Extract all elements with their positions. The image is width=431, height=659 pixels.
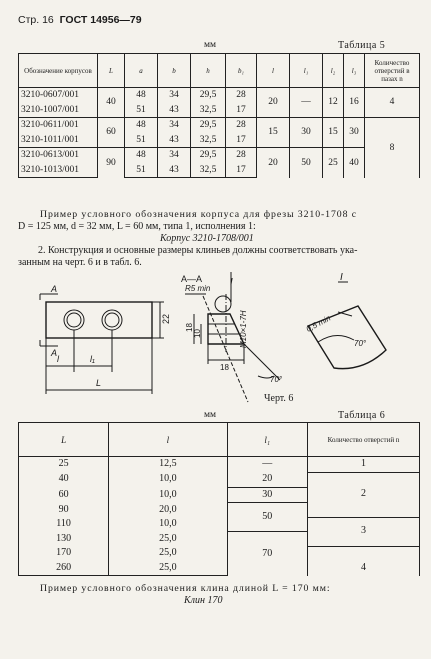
table6-col-l1: l₁	[227, 423, 307, 457]
page-number: Стр. 16	[18, 14, 54, 26]
table5-col-l2: l₂	[323, 54, 344, 88]
b-cell: 34	[158, 148, 191, 163]
n-cell: 2	[307, 472, 419, 517]
L-cell: 110	[19, 517, 109, 532]
table5-col-h: h	[191, 54, 226, 88]
section-arrow-bottom: А	[51, 348, 58, 358]
a-cell: 48	[125, 118, 158, 133]
table5	[18, 53, 420, 178]
table-row	[19, 457, 420, 473]
l1-cell: —	[290, 88, 323, 118]
example2-line1: Пример условного обозначения клина длиной L = 170 мм:	[40, 583, 331, 594]
table-row	[19, 88, 420, 103]
table5-col-n: Количество отверстий в пазах n	[365, 54, 420, 88]
h-cell: 32,5	[191, 163, 226, 178]
table5-header-row	[19, 54, 420, 88]
table6-header-row	[19, 423, 420, 457]
b1-cell: 17	[226, 133, 257, 148]
table-row	[19, 472, 420, 487]
table6	[18, 422, 420, 576]
l3-cell: 30	[344, 118, 365, 148]
table5-caption: Таблица 5	[338, 40, 386, 51]
designation-cell: 3210-0611/001	[19, 118, 98, 133]
l3-cell: 40	[344, 148, 365, 178]
l-cell: 12,5	[109, 457, 227, 473]
detail-mark-right: I	[340, 272, 343, 283]
n-cell: 8	[365, 118, 420, 178]
table-row	[19, 546, 420, 561]
a-cell: 48	[125, 148, 158, 163]
radius-label: R5 min	[185, 284, 211, 293]
L-cell: 40	[19, 472, 109, 487]
table5-col-b1: b₁	[226, 54, 257, 88]
b1-cell: 28	[226, 88, 257, 103]
example1-designation: Корпус 3210-1708/001	[160, 233, 254, 244]
L-cell: 130	[19, 532, 109, 547]
angle-70: 70°	[270, 375, 283, 384]
a-cell: 51	[125, 163, 158, 178]
n-cell: 3	[307, 517, 419, 546]
a-cell: 48	[125, 88, 158, 103]
section-label: А—А	[181, 274, 203, 284]
b-cell: 43	[158, 103, 191, 118]
designation-cell: 3210-1007/001	[19, 103, 98, 118]
example1-line1: Пример условного обозначения корпуса для фрезы 3210-1708 с	[40, 209, 357, 220]
table5-col-a: a	[125, 54, 158, 88]
l-cell: 25,0	[109, 546, 227, 561]
l-cell: 20	[257, 88, 290, 118]
para2-line1: 2. Конструкция и основные размеры клиньев должны соответствовать ука-	[38, 245, 358, 256]
table5-col-b: b	[158, 54, 191, 88]
table-row	[19, 517, 420, 532]
table6-col-l: l	[109, 423, 227, 457]
designation-cell: 3210-1011/001	[19, 133, 98, 148]
l1-cell: 50	[227, 503, 307, 532]
l1-cell: 30	[290, 118, 323, 148]
table5-col-l3: l₃	[344, 54, 365, 88]
L-cell: 40	[98, 88, 125, 118]
b-cell: 34	[158, 118, 191, 133]
b1-cell: 17	[226, 163, 257, 178]
table-row	[19, 118, 420, 133]
detail-mark: I	[230, 277, 233, 288]
h-cell: 29,5	[191, 88, 226, 103]
angle-70-detail: 70°	[354, 339, 367, 348]
page-header	[18, 14, 142, 26]
l1-cell: 70	[227, 532, 307, 576]
designation-cell: 3210-0607/001	[19, 88, 98, 103]
a-cell: 51	[125, 103, 158, 118]
dim-18-vertical: 18	[185, 323, 194, 332]
table6-caption: Таблица 6	[338, 410, 386, 421]
h-cell: 32,5	[191, 103, 226, 118]
l-cell: 25,0	[109, 532, 227, 547]
l-cell: 15	[257, 118, 290, 148]
para2-line2: занным на черт. 6 и в табл. 6.	[18, 257, 142, 268]
dim-10: 10	[193, 329, 202, 338]
table5-unit: мм	[204, 40, 217, 50]
dim-l1-label: l₁	[90, 354, 95, 364]
h-cell: 32,5	[191, 133, 226, 148]
L-cell: 60	[98, 118, 125, 148]
l2-cell: 15	[323, 118, 344, 148]
section-arrow-top: А	[51, 284, 58, 294]
L-cell: 60	[19, 487, 109, 503]
L-cell: 90	[19, 503, 109, 518]
L-cell: 170	[19, 546, 109, 561]
l-cell: 10,0	[109, 517, 227, 532]
b-cell: 43	[158, 133, 191, 148]
detail-circle	[215, 296, 231, 312]
hole-left-inner	[67, 313, 81, 327]
hole-right-inner	[105, 313, 119, 327]
l-cell: 10,0	[109, 472, 227, 487]
table5-col-l1: l₁	[290, 54, 323, 88]
table-row	[19, 148, 420, 163]
l-cell: 10,0	[109, 487, 227, 503]
table6-col-L: L	[19, 423, 109, 457]
b-cell: 34	[158, 88, 191, 103]
b1-cell: 28	[226, 118, 257, 133]
table6-col-n: Количество отверстий n	[307, 423, 419, 457]
thread-label: М10×1-7Н	[239, 310, 248, 348]
example2-designation: Клин 170	[184, 595, 223, 606]
standard-number: ГОСТ 14956—79	[59, 14, 142, 26]
l2-cell: 12	[323, 88, 344, 118]
L-cell: 25	[19, 457, 109, 473]
b-cell: 43	[158, 163, 191, 178]
l1-cell: 30	[227, 487, 307, 503]
l-cell: 20	[257, 148, 290, 178]
a-cell: 51	[125, 133, 158, 148]
n-cell: 4	[365, 88, 420, 118]
table6-unit: мм	[204, 410, 217, 420]
l1-cell: 20	[227, 472, 307, 487]
drawing-caption: Черт. 6	[264, 393, 294, 404]
wedge-front-view	[46, 302, 152, 338]
h-cell: 29,5	[191, 118, 226, 133]
b1-cell: 17	[226, 103, 257, 118]
dim-l-label: l	[57, 354, 59, 364]
n-cell: 1	[307, 457, 419, 473]
dim-L-label: L	[96, 378, 102, 388]
table5-col-l: l	[257, 54, 290, 88]
designation-cell: 3210-0613/001	[19, 148, 98, 163]
h-cell: 29,5	[191, 148, 226, 163]
wedge-drawing	[18, 272, 418, 407]
L-cell: 260	[19, 561, 109, 576]
l3-cell: 16	[344, 88, 365, 118]
designation-cell: 3210-1013/001	[19, 163, 98, 178]
b1-cell: 28	[226, 148, 257, 163]
r05-label: 0,5 min	[304, 313, 333, 334]
n-cell: 4	[307, 546, 419, 576]
table5-col-designation: Обозначение корпусов	[19, 54, 98, 88]
table5-col-L: L	[98, 54, 125, 88]
dim-18-horizontal: 18	[220, 363, 229, 372]
l2-cell: 25	[323, 148, 344, 178]
l-cell: 25,0	[109, 561, 227, 576]
example1-line2: D = 125 мм, d = 32 мм, L = 60 мм, типа 1, исполнения 1:	[18, 221, 256, 232]
L-cell: 90	[98, 148, 125, 178]
l1-cell: —	[227, 457, 307, 473]
l1-cell: 50	[290, 148, 323, 178]
dim-22: 22	[161, 313, 171, 324]
l-cell: 20,0	[109, 503, 227, 518]
